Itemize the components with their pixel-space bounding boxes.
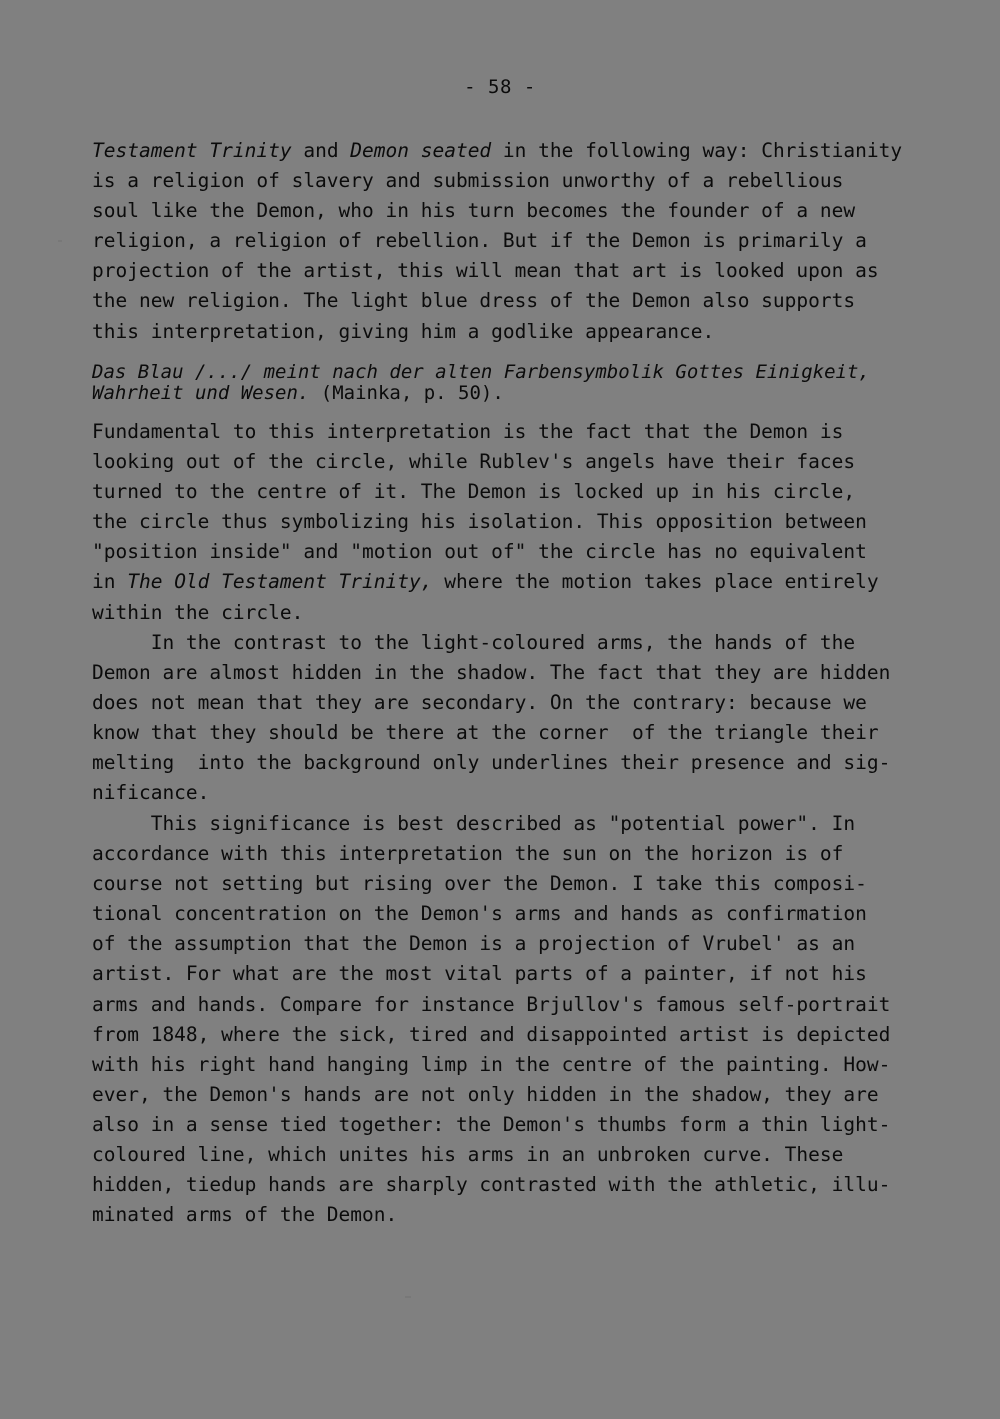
title-demon-seated: Demon seated <box>350 139 492 162</box>
title-old-testament-trinity: Testament Trinity <box>92 139 292 162</box>
scan-speck <box>405 1296 411 1298</box>
conjunction-and: and <box>291 139 351 162</box>
quote-citation: (Mainka, p. 50). <box>309 382 504 404</box>
paragraph-1 <box>92 136 912 347</box>
paragraph-3: In the contrast to the light-coloured arms, the hands of the Demon are almost hidden in the shadow. The fact that they are hidden does not mean that they are secondary. On the contrary: because we know that they should be there at the corner of the triangle their melting into the background only underlines their presence and sig- nificance. <box>92 631 891 805</box>
paragraph-4: This significance is best described as "potential power". In accordance with this interpretation the sun on the horizon is of course not setting but rising over the Demon. I take this composi- tional concentration on the Demon's arms and hands as confirmation of the assumption that the Demon is a projection of Vrubel' as an artist. For what are the most vital parts of a painter, if not his arms and hands. Compare for instance Brjullov's famous self-portrait from 1848, where the sick, tired and disappointed artist is depicted with his right hand hanging limp in the centre of the painting. How- ever, the Demon's hands are not only hidden in the shadow, they are also in a sense tied together: the Demon's thumbs form a thin light- coloured line, which unites his arms in an unbroken curve. These hidden, tiedup hands are sharply contrasted with the athletic, illu- minated arms of the Demon. <box>92 812 891 1227</box>
paragraph-1-body: in the following way: Christianity is a religion of slavery and submission unworthy of a rebellious soul like the Demon, who in his turn becomes the founder of a new religion, a religion of rebellion. But if the Demon is primarily a projection of the artist, this will mean that art is looked upon as the new religion. The light blue dress of the Demon also supports this interpretation, giving him a godlike appearance. <box>92 139 903 343</box>
page-number: - 58 - <box>464 76 536 98</box>
block-quote <box>92 362 912 404</box>
paragraph-2-body-end: where the motion takes place entirely within the circle. <box>92 570 879 624</box>
paragraph-2 <box>92 417 912 628</box>
title-the-old-testament-trinity: The Old Testament Trinity, <box>127 570 433 594</box>
scan-speck <box>58 240 62 242</box>
quote-german-text: Das Blau /.../ meint nach der alten Farbensymbolik Gottes Einigkeit, Wahrheit und Wesen. <box>92 361 870 404</box>
paragraph-2-body-start: Fundamental to this interpretation is the fact that the Demon is looking out of the circle, while Rublev's angels have their faces turned to the centre of it. The Demon is locked up in his circle, the circle thus symbolizing his isolation. This opposition between "position inside" and "motion out of" the circle has no equivalent in <box>92 420 867 594</box>
